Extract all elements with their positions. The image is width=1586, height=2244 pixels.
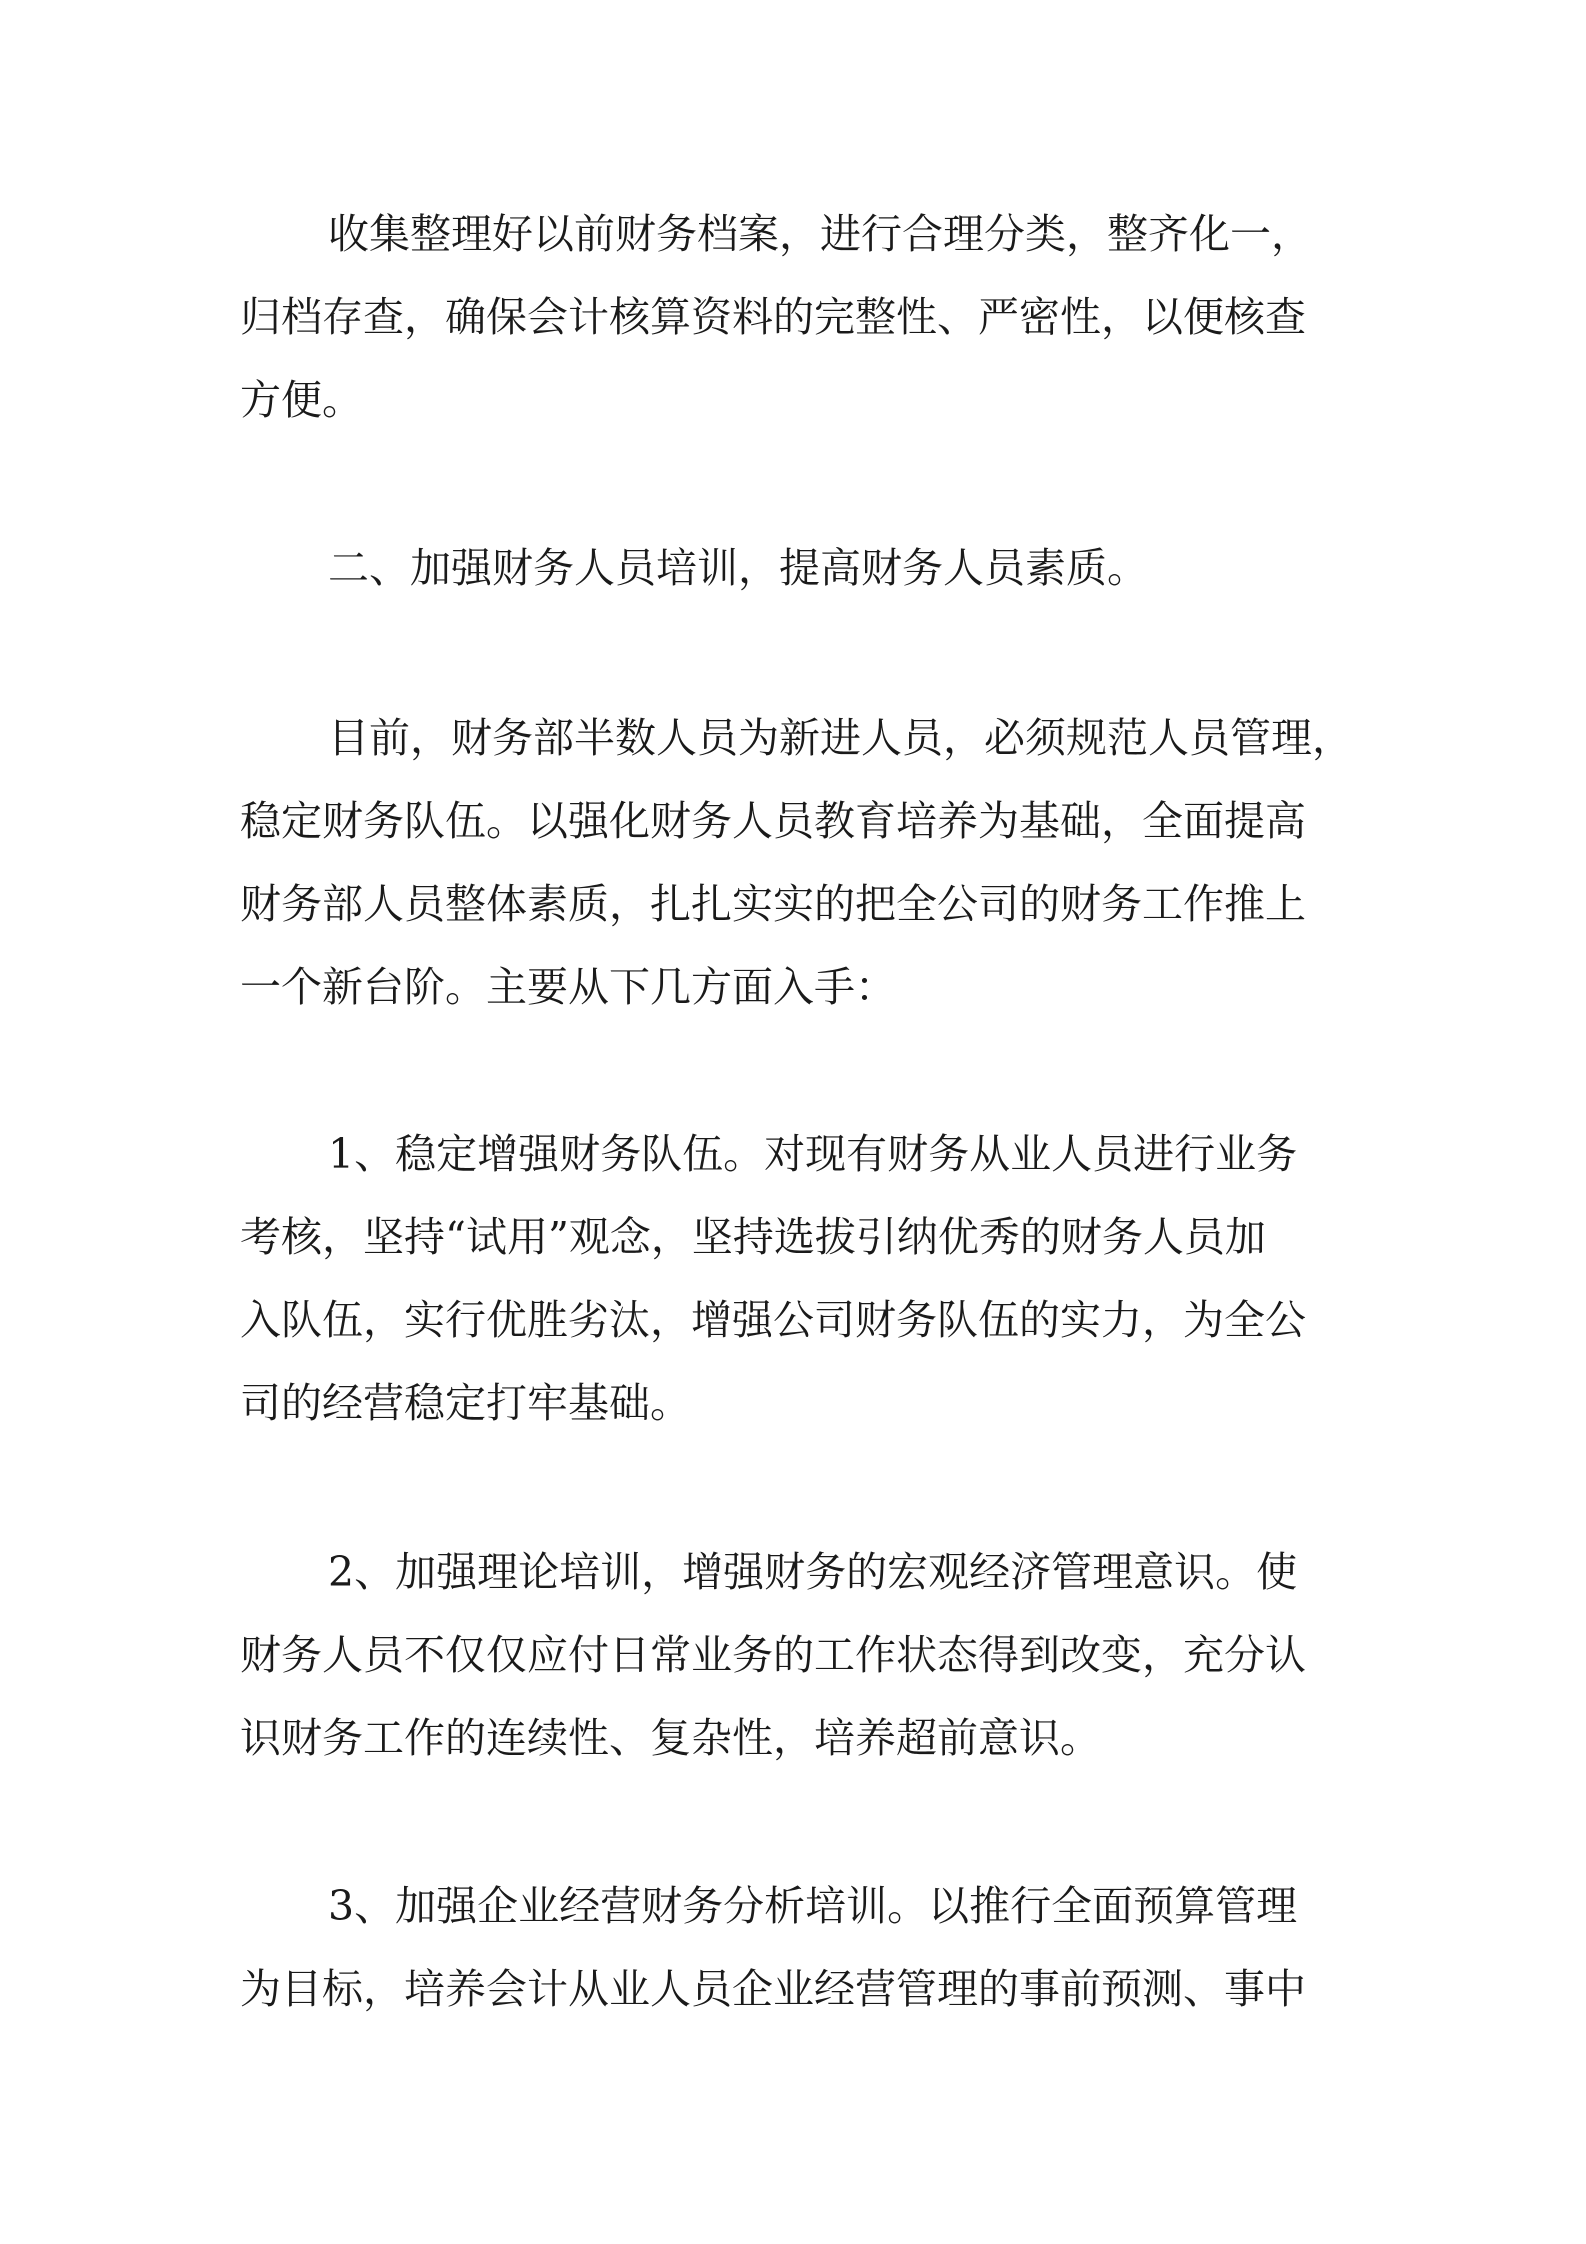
text-line: 2、加强理论培训，增强财务的宏观经济管理意识。使 (328, 1548, 1298, 1596)
text-line: 稳定财务队伍。以强化财务人员教育培养为基础，全面提高 (240, 797, 1306, 845)
text-line: 收集整理好以前财务档案，进行合理分类，整齐化一， (328, 210, 1312, 258)
text-line: 司的经营稳定打牢基础。 (240, 1379, 691, 1427)
text-line: 归档存查，确保会计核算资料的完整性、严密性，以便核查 (240, 293, 1306, 341)
text-line: 目前，财务部半数人员为新进人员，必须规范人员管理， (328, 714, 1353, 762)
paragraph-archive (240, 193, 1350, 442)
text-line: 财务部人员整体素质，扎扎实实的把全公司的财务工作推上 (240, 880, 1306, 928)
text-line: 财务人员不仅仅应付日常业务的工作状态得到改变，充分认 (240, 1631, 1306, 1679)
text-line: 考核，坚持“试用”观念，坚持选拔引纳优秀的财务人员加 (240, 1213, 1266, 1261)
text-line: 一个新台阶。主要从下几方面入手： (240, 963, 896, 1011)
text-line: 入队伍，实行优胜劣汰，增强公司财务队伍的实力，为全公 (240, 1296, 1306, 1344)
paragraph-current-status (240, 697, 1353, 1029)
text-line: 方便。 (240, 376, 363, 424)
section-heading-training (240, 527, 1350, 610)
text-line: 为目标，培养会计从业人员企业经营管理的事前预测、事中 (240, 1965, 1306, 2013)
list-item-1 (240, 1113, 1350, 1445)
text-line: 识财务工作的连续性、复杂性，培养超前意识。 (240, 1714, 1101, 1762)
text-line: 二、加强财务人员培训，提高财务人员素质。 (328, 544, 1148, 592)
text-line: 3、加强企业经营财务分析培训。以推行全面预算管理 (328, 1882, 1298, 1930)
text-line: 1、稳定增强财务队伍。对现有财务从业人员进行业务 (328, 1130, 1298, 1178)
list-item-3 (240, 1865, 1350, 2031)
list-item-2 (240, 1531, 1350, 1780)
